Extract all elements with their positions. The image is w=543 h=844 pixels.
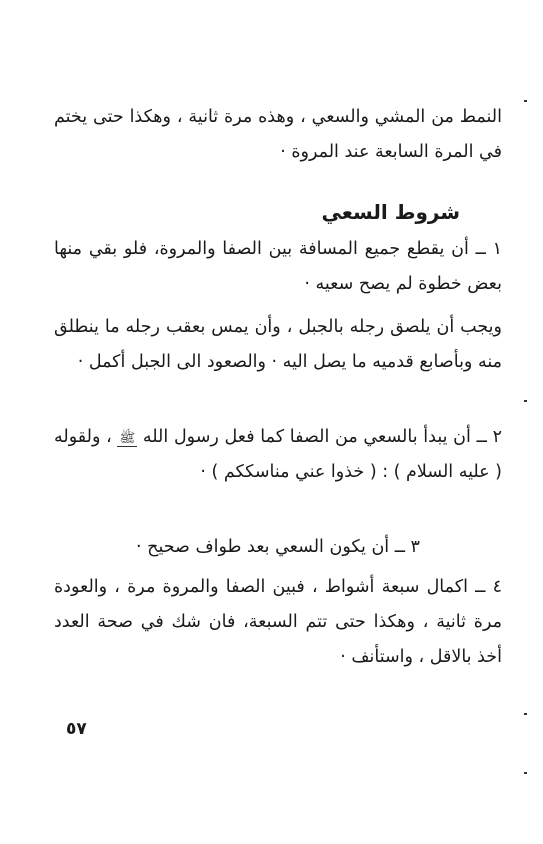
condition-2-text-a: ٢ ــ أن يبدأ بالسعي من الصفا كما فعل رسول الله bbox=[142, 427, 502, 447]
condition-4-paragraph: ٤ ــ اكمال سبعة أشواط ، فبين الصفا والمروة مرة ، والعودة مرة ثانية ، وهكذا حتى تتم السبعة، فان شك في صحة العدد أخذ بالاقل ، واستأنف · bbox=[54, 577, 502, 667]
honorific-symbol: ﷺ bbox=[119, 431, 136, 446]
condition-1-paragraph: ١ ــ أن يقطع جميع المسافة بين الصفا والمروة، فلو بقي منها بعض خطوة لم يصح سعيه · bbox=[54, 239, 502, 294]
edge-mark bbox=[524, 713, 527, 715]
edge-mark bbox=[524, 772, 527, 774]
edge-mark bbox=[524, 100, 527, 102]
page-number: ٥٧ bbox=[66, 719, 87, 739]
condition-1-detail-paragraph: ويجب أن يلصق رجله بالجبل ، وأن يمس بعقب رجله ما ينطلق منه وبأصابع قدميه ما يصل اليه · والصعود الى الجبل أكمل · bbox=[54, 317, 502, 372]
condition-2-text-b: ، ولقوله ( عليه السلام ) : ( خذوا عني مناسككم ) · bbox=[54, 427, 502, 482]
condition-2-paragraph bbox=[54, 420, 502, 490]
edge-mark bbox=[524, 400, 527, 402]
condition-3-paragraph: ٣ ــ أن يكون السعي بعد طواف صحيح · bbox=[136, 537, 420, 557]
intro-paragraph: النمط من المشي والسعي ، وهذه مرة ثانية ، وهكذا حتى يختم في المرة السابعة عند المروة · bbox=[54, 107, 502, 162]
section-heading: شروط السعي bbox=[321, 200, 460, 224]
